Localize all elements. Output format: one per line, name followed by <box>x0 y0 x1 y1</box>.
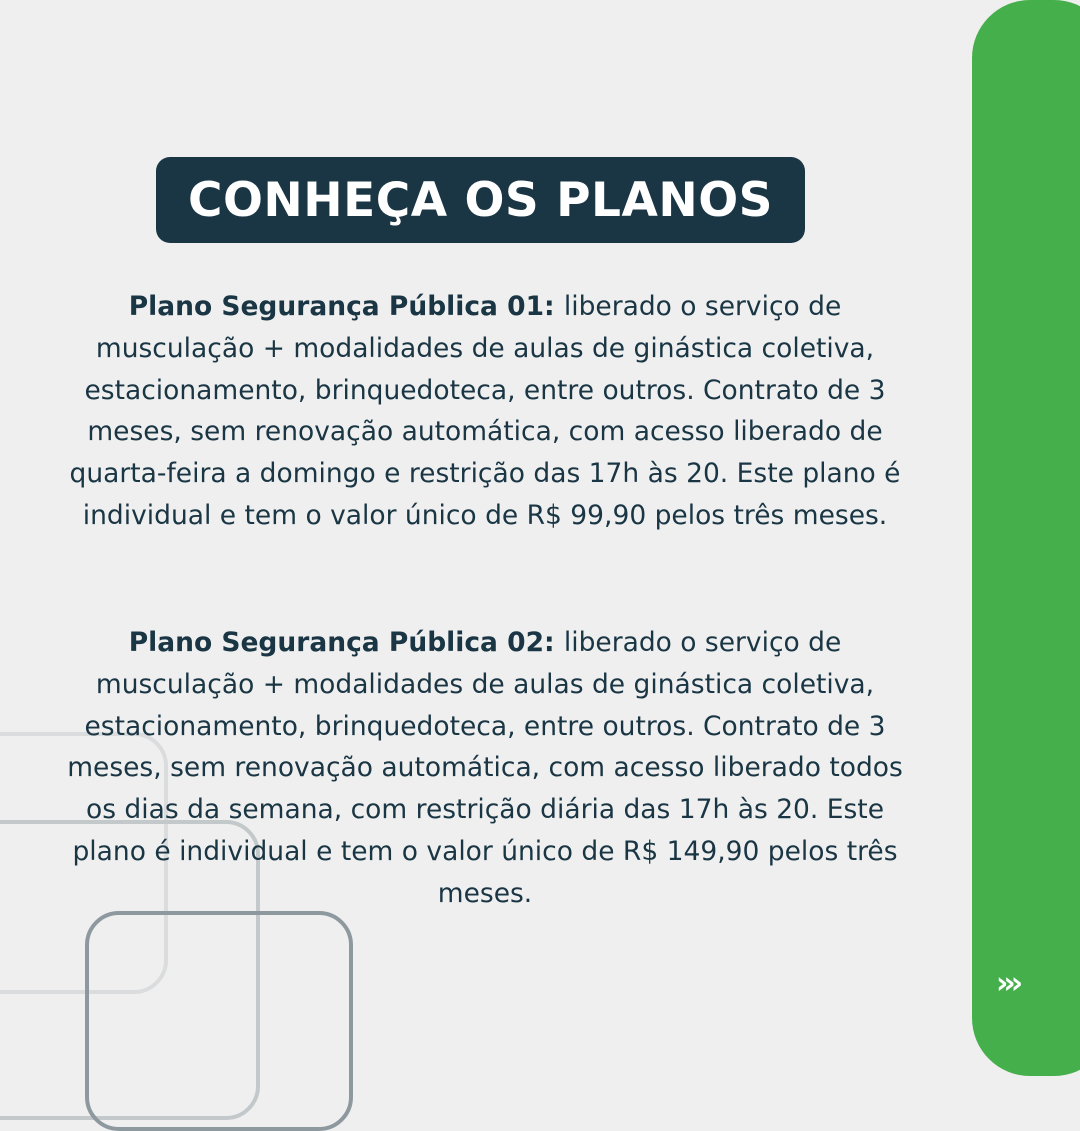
plan-01-paragraph <box>55 286 915 537</box>
plan-02-paragraph <box>55 622 915 915</box>
plan-01-name: Plano Segurança Pública 01: <box>128 291 564 322</box>
plan-01-description: liberado o serviço de musculação + modalidades de aulas de ginástica coletiva, estacionamento, brinquedoteca, entre outros. Contrato de 3 meses, sem renovação automática, com acesso liberado de quarta-feira a domingo e restrição das 17h às 20. Este plano é individual e tem o valor único de R$ 99,90 pelos três meses. <box>69 291 901 531</box>
plan-02-name: Plano Segurança Pública 02: <box>128 627 564 658</box>
plan-02-description: liberado o serviço de musculação + modalidades de aulas de ginástica coletiva, estacionamento, brinquedoteca, entre outros. Contrato de 3 meses, sem renovação automática, com acesso liberado todos os dias da semana, com restrição diária das 17h às 20. Este plano é individual e tem o valor único de R$ 149,90 pelos três meses. <box>67 627 903 909</box>
decorative-rounded-square-dark <box>85 911 353 1131</box>
triple-chevron-right-icon[interactable]: ››› <box>996 966 1019 1001</box>
title-banner <box>156 157 805 243</box>
green-side-panel <box>972 0 1080 1076</box>
page-title: CONHEÇA OS PLANOS <box>187 172 774 228</box>
